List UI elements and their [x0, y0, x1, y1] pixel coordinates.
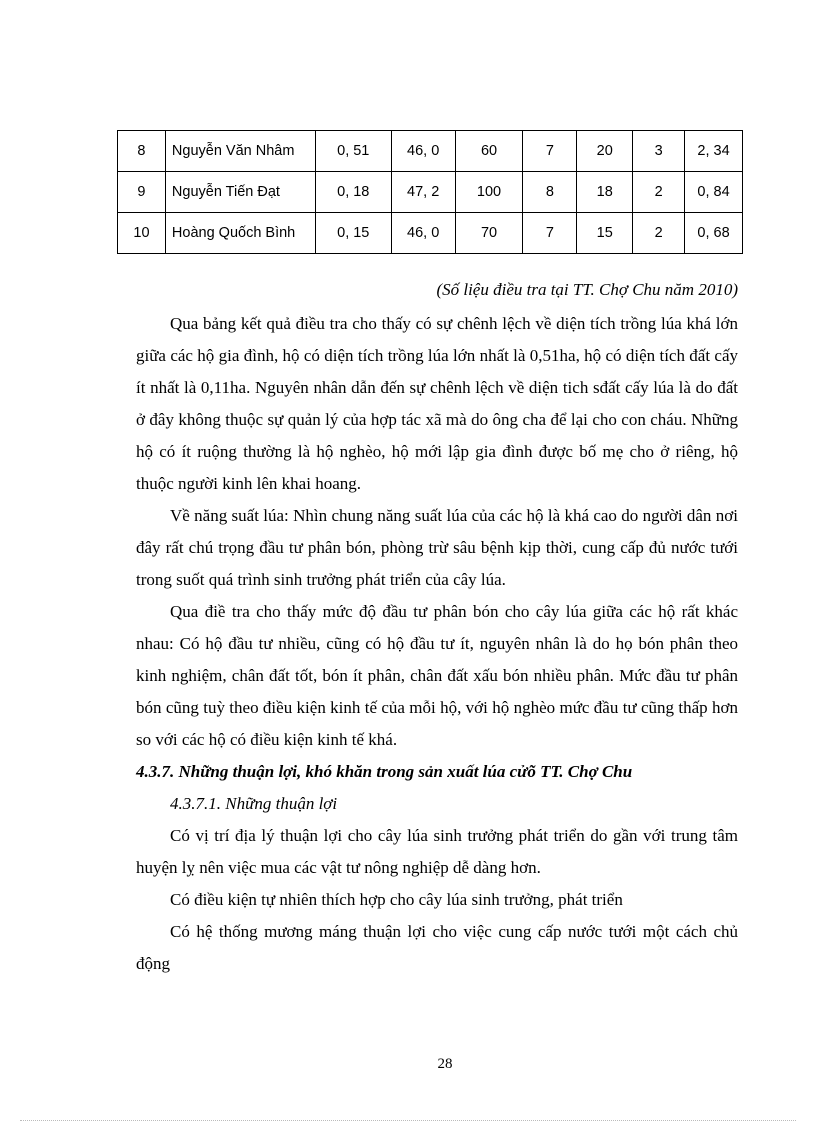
table-cell: 0, 15 — [315, 213, 391, 254]
table-cell: 47, 2 — [391, 172, 455, 213]
page-number: 28 — [437, 1056, 453, 1072]
body-text — [136, 308, 738, 980]
table-cell: 9 — [118, 172, 166, 213]
table-cell: 2 — [633, 213, 685, 254]
table-cell: 60 — [455, 131, 523, 172]
table-cell: 8 — [523, 172, 577, 213]
table-cell: 0, 68 — [685, 213, 743, 254]
table-cell: 0, 18 — [315, 172, 391, 213]
table-cell: 15 — [577, 213, 633, 254]
paragraph-location: Có vị trí địa lý thuận lợi cho cây lúa sinh trưởng phát triển do gần với trung tâm huyện lỵ nên việc mua các vật tư nông nghiệp dễ dàng hơn. — [136, 826, 738, 877]
table-source-note: (Số liệu điều tra tại TT. Chợ Chu năm 2010) — [436, 280, 738, 299]
paragraph-fertilizer: Qua điề tra cho thấy mức độ đầu tư phân bón cho cây lúa giữa các hộ rất khác nhau: Có hộ đầu tư nhiều, cũng có hộ đầu tư ít, nguyên nhân là do họ bón phân theo kinh nghiệm, chân đất tốt, bón ít phân, chân đất xấu bón nhiều phân. Mức đầu tư phân bón cũng tuỳ theo điều kiện kinh tế của mỗi hộ, với hộ nghèo mức đầu tư cũng thấp hơn so với các hộ có điều kiện kinh tế khá. — [136, 602, 738, 749]
table-cell: Nguyễn Văn Nhâm — [165, 131, 315, 172]
table-cell: 7 — [523, 213, 577, 254]
table-cell: 10 — [118, 213, 166, 254]
table-cell: Nguyễn Tiến Đạt — [165, 172, 315, 213]
page-bottom-divider — [20, 1120, 796, 1121]
data-table — [117, 130, 743, 254]
table-row — [118, 131, 743, 172]
paragraph-yield: Về năng suất lúa: Nhìn chung năng suất lúa của các hộ là khá cao do người dân nơi đây rất chú trọng đầu tư phân bón, phòng trừ sâu bệnh kịp thời, cung cấp đủ nước tưới trong suốt quá trình sinh trưởng phát triển của cây lúa. — [136, 506, 738, 589]
table-cell: 0, 51 — [315, 131, 391, 172]
table-cell: 100 — [455, 172, 523, 213]
table-cell: 2 — [633, 172, 685, 213]
table-cell: 8 — [118, 131, 166, 172]
paragraph-natural-conditions: Có điều kiện tự nhiên thích hợp cho cây lúa sinh trưởng, phát triển — [170, 890, 623, 909]
paragraph-area-difference: Qua bảng kết quả điều tra cho thấy có sự chênh lệch về diện tích trồng lúa khá lớn giữa các hộ gia đình, hộ có diện tích trồng lúa lớn nhất là 0,51ha, hộ có diện tích đất cấy ít nhất là 0,11ha. Nguyên nhân dẫn đến sự chênh lệch về diện tich sđất cấy lúa là do đất ở đây không thuộc sự quản lý của hợp tác xã mà do ông cha để lại cho con cháu. Những hộ có ít ruộng thường là hộ nghèo, hộ mới lập gia đình được bố mẹ cho ở riêng, hộ thuộc người kinh lên khai hoang. — [136, 314, 738, 493]
table-cell: 46, 0 — [391, 131, 455, 172]
table-cell: Hoàng Quốch Bình — [165, 213, 315, 254]
table-cell: 0, 84 — [685, 172, 743, 213]
table-cell: 7 — [523, 131, 577, 172]
table-cell: 20 — [577, 131, 633, 172]
table-row — [118, 172, 743, 213]
table-cell: 2, 34 — [685, 131, 743, 172]
paragraph-irrigation: Có hệ thống mương máng thuận lợi cho việc cung cấp nước tưới một cách chủ động — [136, 922, 738, 973]
table-cell: 3 — [633, 131, 685, 172]
table-cell: 46, 0 — [391, 213, 455, 254]
table-row — [118, 213, 743, 254]
table-cell: 70 — [455, 213, 523, 254]
subsection-heading: 4.3.7.1. Những thuận lợi — [170, 794, 338, 813]
section-heading: 4.3.7. Những thuận lợi, khó khăn trong sản xuất lúa cửõ TT. Chợ Chu — [136, 762, 633, 781]
table-cell: 18 — [577, 172, 633, 213]
